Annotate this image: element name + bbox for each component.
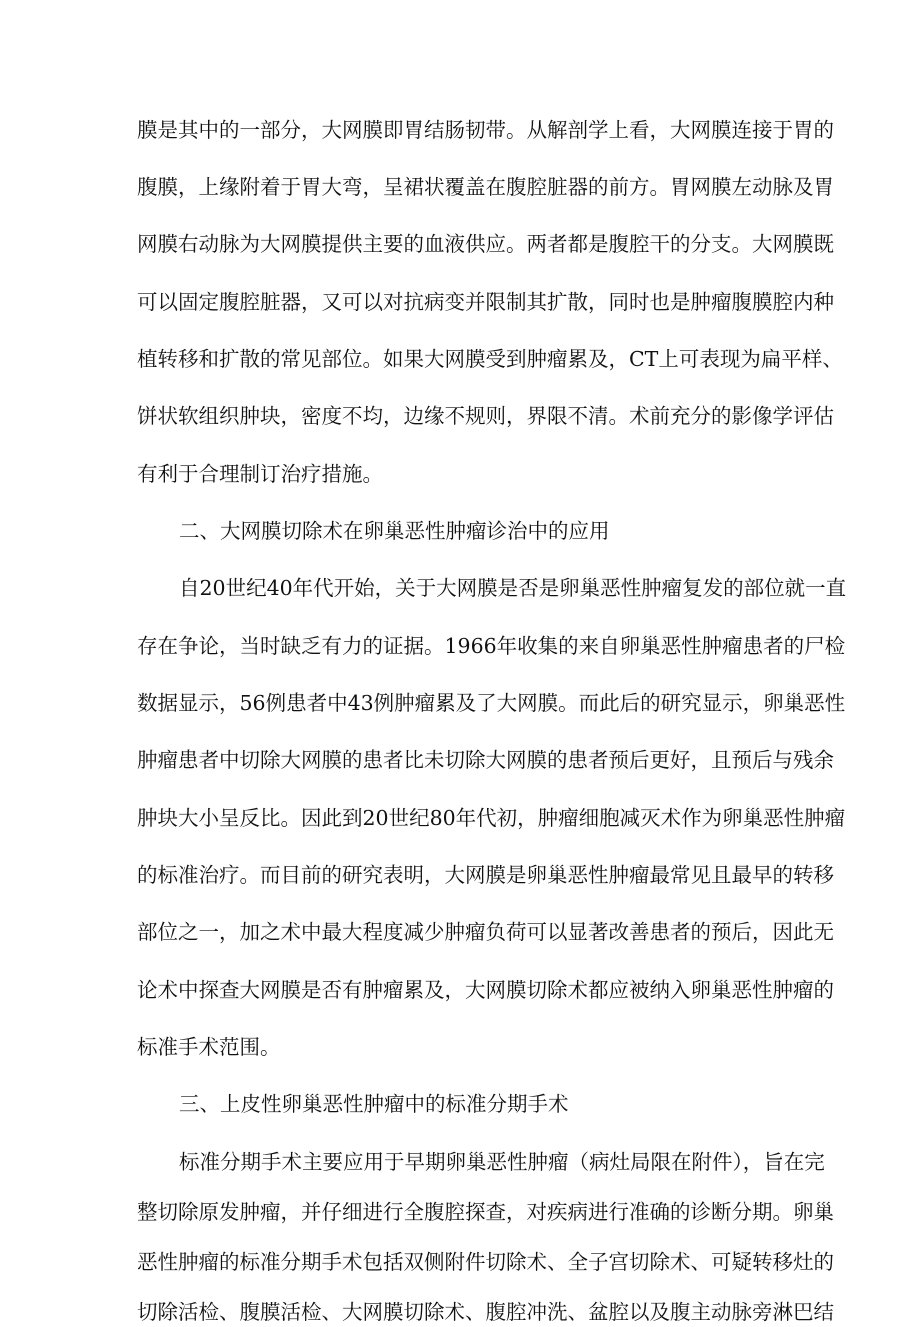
text-line: 肿瘤患者中切除大网膜的患者比未切除大网膜的患者预后更好，且预后与残余 [137, 748, 834, 772]
text-line: 部位之一，加之术中最大程度减少肿瘤负荷可以显著改善患者的预后，因此无 [137, 920, 834, 944]
text-line: 有利于合理制订治疗措施。 [137, 462, 383, 486]
section-heading-staging-surgery: 三、上皮性卵巢恶性肿瘤中的标准分期手术 [179, 1092, 569, 1116]
text-line: 可以固定腹腔脏器，又可以对抗病变并限制其扩散，同时也是肿瘤腹膜腔内种 [137, 290, 834, 314]
text-line: 的标准治疗。而目前的研究表明，大网膜是卵巢恶性肿瘤最常见且最早的转移 [137, 863, 834, 887]
text-line: 饼状软组织肿块，密度不均，边缘不规则，界限不清。术前充分的影像学评估 [137, 404, 834, 428]
text-line: 整切除原发肿瘤，并仔细进行全腹腔探查，对疾病进行准确的诊断分期。卵巢 [137, 1200, 834, 1224]
text-line: 论术中探查大网膜是否有肿瘤累及，大网膜切除术都应被纳入卵巢恶性肿瘤的 [137, 978, 834, 1002]
text-line: 植转移和扩散的常见部位。如果大网膜受到肿瘤累及，CT上可表现为扁平样、 [137, 347, 843, 371]
text-line: 自20世纪40年代开始，关于大网膜是否是卵巢恶性肿瘤复发的部位就一直 [179, 576, 847, 600]
text-line: 肿块大小呈反比。因此到20世纪80年代初，肿瘤细胞减灭术作为卵巢恶性肿瘤 [137, 806, 846, 830]
text-line: 存在争论，当时缺乏有力的证据。1966年收集的来自卵巢恶性肿瘤患者的尸检 [137, 634, 846, 658]
text-line: 标准手术范围。 [137, 1035, 281, 1059]
text-line: 恶性肿瘤的标准分期手术包括双侧附件切除术、全子宫切除术、可疑转移灶的 [137, 1250, 834, 1274]
text-line: 网膜右动脉为大网膜提供主要的血液供应。两者都是腹腔干的分支。大网膜既 [137, 232, 834, 256]
section-heading-omentectomy: 二、大网膜切除术在卵巢恶性肿瘤诊治中的应用 [179, 519, 610, 543]
text-line: 标准分期手术主要应用于早期卵巢恶性肿瘤（病灶局限在附件），旨在完 [179, 1150, 825, 1174]
text-line: 腹膜，上缘附着于胃大弯，呈裙状覆盖在腹腔脏器的前方。胃网膜左动脉及胃 [137, 175, 834, 199]
text-line: 切除活检、腹膜活检、大网膜切除术、腹腔冲洗、盆腔以及腹主动脉旁淋巴结 [137, 1300, 834, 1324]
text-line: 膜是其中的一部分，大网膜即胃结肠韧带。从解剖学上看，大网膜连接于胃的 [137, 118, 834, 142]
text-line: 数据显示，56例患者中43例肿瘤累及了大网膜。而此后的研究显示，卵巢恶性 [137, 691, 846, 715]
